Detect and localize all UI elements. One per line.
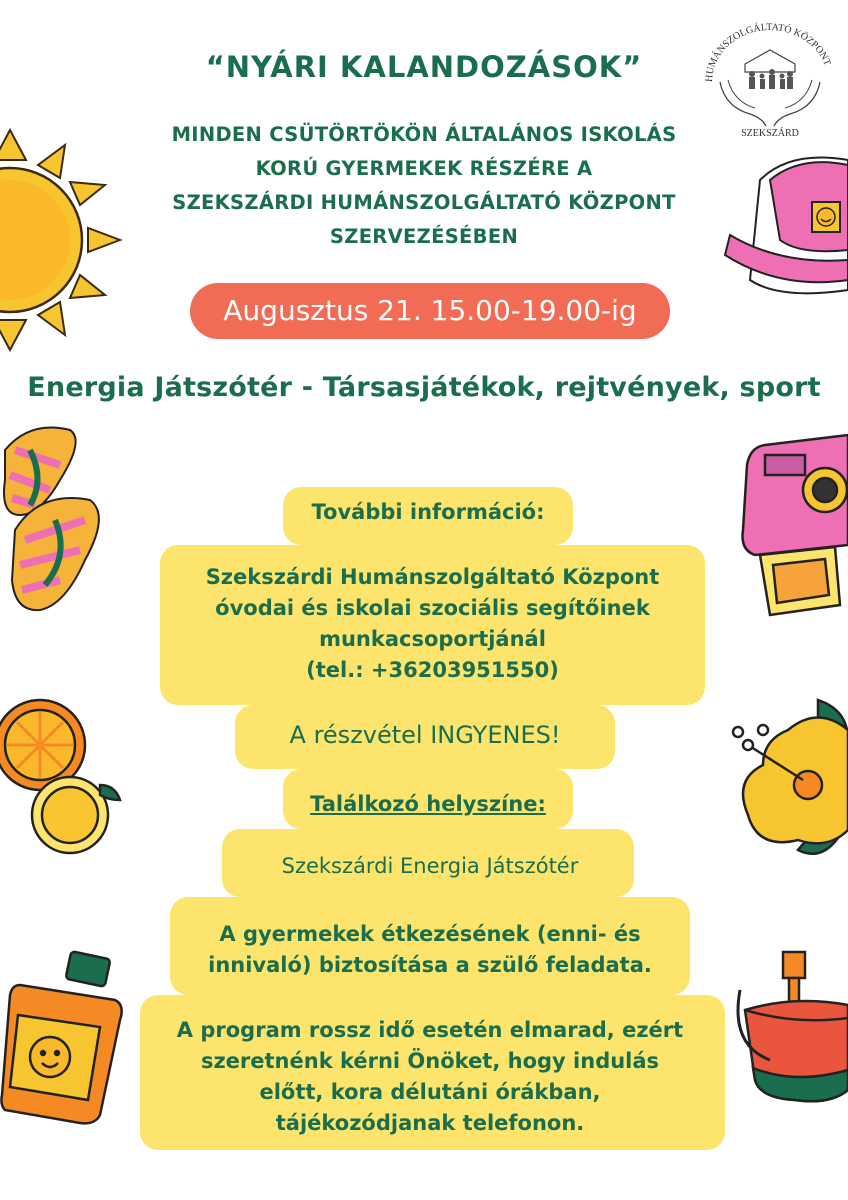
date-badge: Augusztus 21. 15.00-19.00-ig <box>190 283 670 339</box>
meal-line: A gyermekek étkezésének (enni- és <box>219 922 641 946</box>
subtitle-line: KORÚ GYERMEKEK RÉSZÉRE A <box>255 157 593 180</box>
meal-notice <box>170 919 690 981</box>
info-line: óvodai és iskolai szociális segítőinek <box>215 596 650 620</box>
info-body <box>160 562 705 686</box>
logo-hands-icon <box>700 22 840 142</box>
subtitle-line: SZERVEZÉSÉBEN <box>329 225 519 248</box>
hibiscus-flower-icon <box>728 700 848 865</box>
instant-camera-icon <box>725 435 848 620</box>
logo-bottom-text: SZEKSZÁRD <box>741 128 799 139</box>
meeting-place-heading: Találkozó helyszíne: <box>310 792 546 816</box>
meeting-place: Szekszárdi Energia Játszótér <box>281 854 579 878</box>
meal-line: innivaló) biztosítása a szülő feladata. <box>208 953 652 977</box>
page-title: “NYÁRI KALANDOZÁSOK” <box>205 50 643 84</box>
logo-top-text: HUMÁNSZOLGÁLTATÓ KÖZPONT <box>703 21 833 83</box>
info-line: Szekszárdi Humánszolgáltató Központ <box>205 565 660 589</box>
info-phone: (tel.: +36203951550) <box>306 658 559 682</box>
orange-slices-icon <box>0 700 130 860</box>
activity-line: Energia Játszótér - Társasjátékok, rejtvények, sport <box>27 372 821 403</box>
weather-line: szeretnénk kérni Önöket, hogy indulás <box>200 1049 660 1073</box>
subtitle-line: MINDEN CSÜTÖRTÖKÖN ÁLTALÁNOS ISKOLÁS <box>171 123 677 146</box>
weather-line: A program rossz idő esetén elmarad, ezért <box>176 1018 684 1042</box>
sun-icon <box>0 125 110 355</box>
free-notice: A részvétel INGYENES! <box>289 721 561 749</box>
info-heading: További információ: <box>311 500 545 524</box>
sunscreen-bottle-icon <box>0 955 125 1125</box>
info-line: munkacsoportjánál <box>319 627 546 651</box>
weather-notice <box>140 1015 720 1139</box>
bucket-hat-icon <box>720 140 848 360</box>
subtitle <box>120 118 728 254</box>
subtitle-line: SZEKSZÁRDI HUMÁNSZOLGÁLTATÓ KÖZPONT <box>172 191 676 214</box>
weather-line: előtt, kora délutáni órákban, <box>259 1080 601 1104</box>
weather-line: tájékozódjanak telefonon. <box>275 1111 585 1135</box>
logo <box>700 22 840 142</box>
sand-bucket-icon <box>735 950 848 1110</box>
flip-flops-icon <box>0 420 130 620</box>
svg-text:HUMÁNSZOLGÁLTATÓ KÖZPONT <box>704 22 833 83</box>
